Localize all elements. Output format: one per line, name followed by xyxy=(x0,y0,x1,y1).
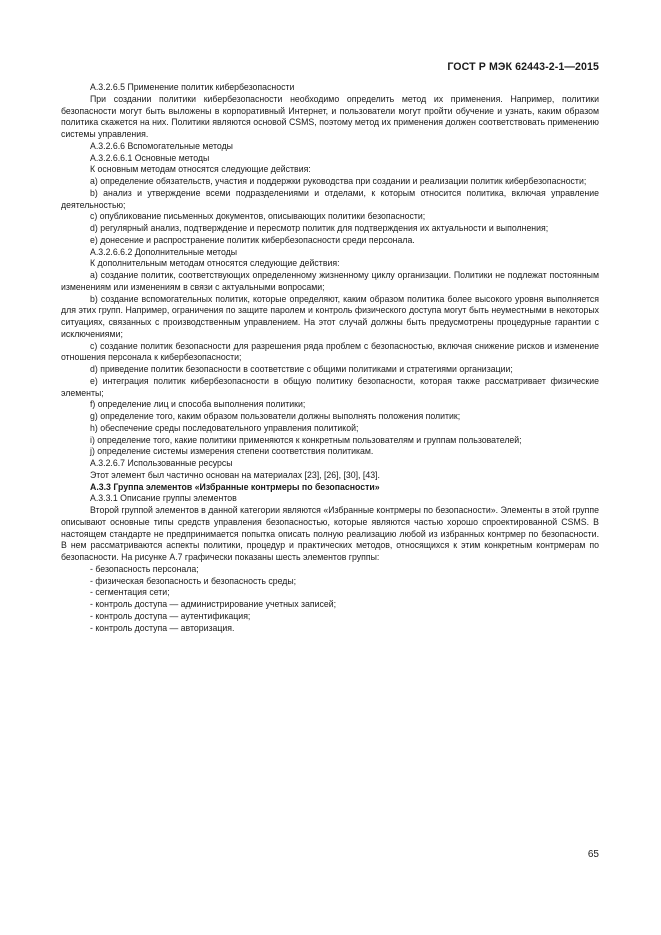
list-item: е) интеграция политик кибербезопасности в общую политику безопасности, которая также рассматривает физические элементы; xyxy=(61,375,599,398)
list-item: i) определение того, какие политики применяются к конкретным пользователям и группам пользователей; xyxy=(90,434,522,445)
list-item: h) обеспечение среды последовательного управления политикой; xyxy=(90,422,359,433)
section-heading: А.3.3.1 Описание группы элементов xyxy=(90,493,237,504)
paragraph: Этот элемент был частично основан на материалах [23], [26], [30], [43]. xyxy=(90,469,380,480)
list-item: d) приведение политик безопасности в соответствие с общими политиками и стратегиями организации; xyxy=(90,364,513,374)
paragraph: К дополнительным методам относятся следующие действия: xyxy=(90,258,340,269)
dash-list-item: - контроль доступа — администрирование учетных записей; xyxy=(61,599,599,611)
list-item: b) анализ и утверждение всеми подразделениями и отделами, к которым относится политика, включая управление деятельностью; xyxy=(61,187,599,210)
paragraph: При создании политики кибербезопасности необходимо определить метод их применения. Например, политики безопасности могут быть выложены в корпоративный Интернет, и пользователи могут пройти обучение и узнать, каким образом политика скажется на них. Политики являются основой CSMS, поэтому метод их применения должен соответствовать применению системы управления. xyxy=(61,93,599,139)
list-item: j) определение системы измерения степени соответствия политикам. xyxy=(90,446,374,457)
list-item: е) донесение и распространение политик кибербезопасности среди персонала. xyxy=(90,234,415,245)
dash-list-item: - безопасность персонала; xyxy=(61,564,599,576)
section-heading: А.3.2.6.7 Использованные ресурсы xyxy=(90,458,233,468)
document-body xyxy=(61,82,599,634)
section-heading: А.3.2.6.6.2 Дополнительные методы xyxy=(90,246,238,257)
list-item: b) создание вспомогательных политик, которые определяют, каким образом политика более высокого уровня выполняется для этих групп. Например, ограничения по защите паролем и контроль физического доступа могут быть неуместными в некоторых ситуациях, связанных с производственным управлением. На этот случай должны быть предусмотрены процедурные гарантии с исключениями; xyxy=(61,293,599,339)
dash-list-item: - контроль доступа — аутентификация; xyxy=(61,611,599,623)
list-item: f) определение лиц и способа выполнения политики; xyxy=(90,399,306,410)
section-heading: А.3.2.6.6 Вспомогательные методы xyxy=(90,140,233,151)
section-heading: А.3.2.6.6.1 Основные методы xyxy=(90,152,210,163)
list-item: с) создание политик безопасности для разрешения ряда проблем с безопасностью, включая снижение рисков и изменение отношения персонала к кибербезопасности; xyxy=(61,340,599,363)
dash-list-item: - контроль доступа — авторизация. xyxy=(61,623,599,635)
paragraph: Второй группой элементов в данной категории являются «Избранные контрмеры по безопасности». Элементы в этой группе описывают основные типы средств управления безопасностью, которые являются частью хорошо спроектированной CSMS. В настоящем стандарте не предпринимается попытка описать полную реализацию любой из избранных контрмер по безопасности. В нем рассматриваются аспекты политики, процедур и практических методов, относящихся к этим конкретным контрмерам по безопасности. На рисунке А.7 графически показаны шесть элементов группы: xyxy=(61,505,599,562)
section-heading: А.3.2.6.5 Применение политик кибербезопасности xyxy=(90,82,295,92)
page-number: 65 xyxy=(587,849,599,860)
dash-list-item: - сегментация сети; xyxy=(61,587,599,599)
document-header: ГОСТ Р МЭК 62443-2-1—2015 xyxy=(447,61,599,73)
paragraph: К основным методам относятся следующие действия: xyxy=(90,164,311,175)
section-heading-bold: А.3.3 Группа элементов «Избранные контрмеры по безопасности» xyxy=(90,481,380,492)
list-item: а) создание политик, соответствующих определенному жизненному циклу организации. Политики не подлежат постоянным изменениям или изменениям в связи с актуальными вопросами; xyxy=(61,270,599,292)
list-item: d) регулярный анализ, подтверждение и пересмотр политик для подтверждения их актуальности и выполнения; xyxy=(90,223,549,233)
dash-list-item: - физическая безопасность и безопасность среды; xyxy=(61,576,599,588)
list-item: а) определение обязательств, участия и поддержки руководства при создании и реализации политик кибербезопасности; xyxy=(90,176,587,186)
list-item: с) опубликование письменных документов, описывающих политики безопасности; xyxy=(90,211,426,222)
list-item: g) определение того, каким образом пользователи должны выполнять положения политик; xyxy=(90,411,461,421)
